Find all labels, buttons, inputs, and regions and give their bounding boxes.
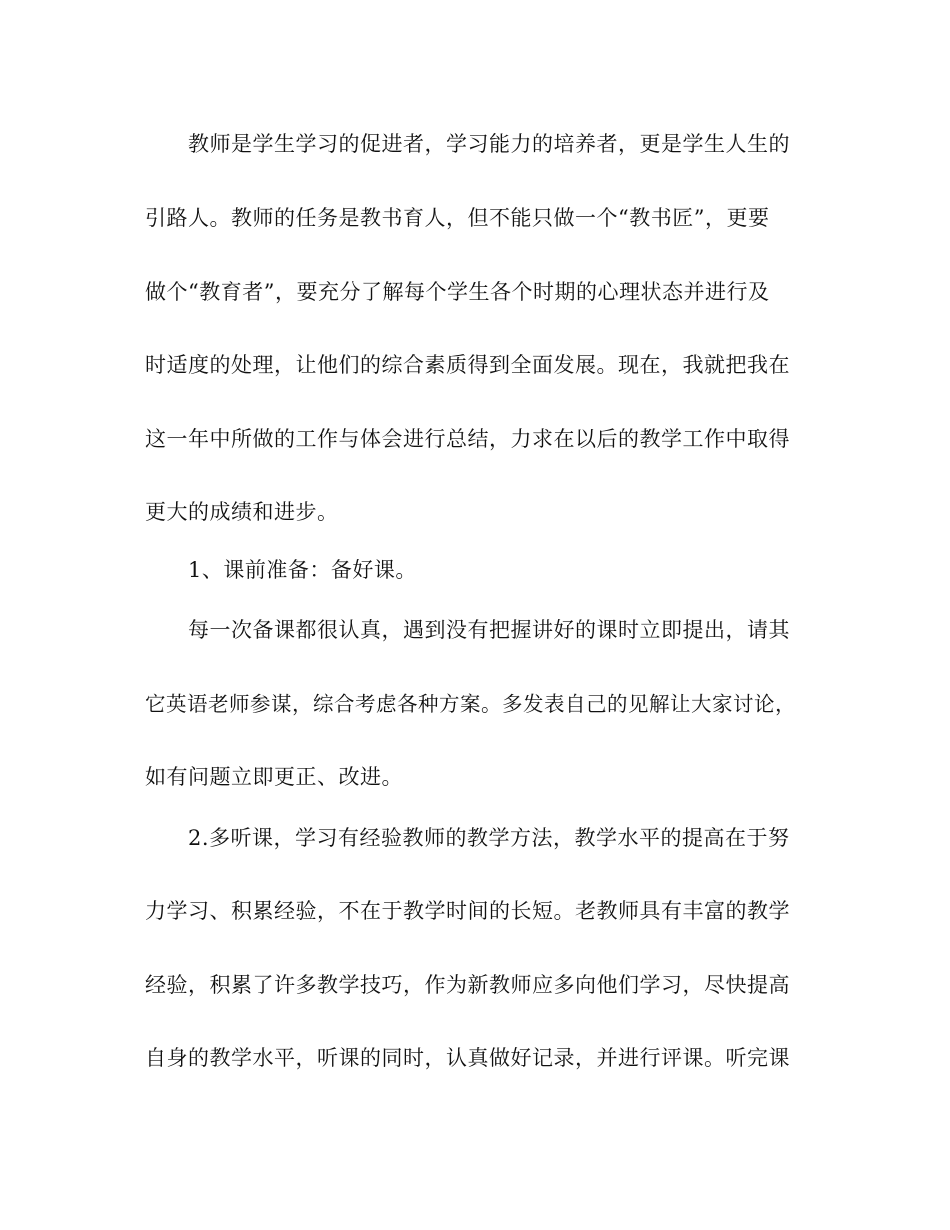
text-line: 时适度的处理，让他们的综合素质得到全面发展。现在，我就把我在	[145, 353, 790, 377]
text-line: 经验，积累了许多教学技巧，作为新教师应多向他们学习，尽快提高	[145, 973, 790, 997]
text-line: 这一年中所做的工作与体会进行总结，力求在以后的教学工作中取得	[145, 427, 790, 451]
text-line: 每一次备课都很认真，遇到没有把握讲好的课时立即提出，请其	[188, 618, 790, 642]
text-line: 做个“教育者”，要充分了解每个学生各个时期的心理状态并进行及	[145, 280, 770, 304]
text-line: 如有问题立即更正、改进。	[145, 765, 403, 789]
text-line: 2.多听课，学习有经验教师的教学方法，教学水平的提高在于努	[188, 826, 790, 850]
text-line: 教师是学生学习的促进者，学习能力的培养者，更是学生人生的	[188, 132, 790, 156]
text-line: 引路人。教师的任务是教书育人，但不能只做一个“教书匠”，更要	[145, 206, 770, 230]
text-line: 更大的成绩和进步。	[145, 500, 339, 524]
text-line: 自身的教学水平，听课的同时，认真做好记录，并进行评课。听完课	[145, 1046, 790, 1070]
section-heading: 1、课前准备：备好课。	[188, 558, 417, 582]
text-line: 力学习、积累经验，不在于教学时间的长短。老教师具有丰富的教学	[145, 899, 790, 923]
text-line: 它英语老师参谋，综合考虑各种方案。多发表自己的见解让大家讨论，	[145, 692, 796, 716]
